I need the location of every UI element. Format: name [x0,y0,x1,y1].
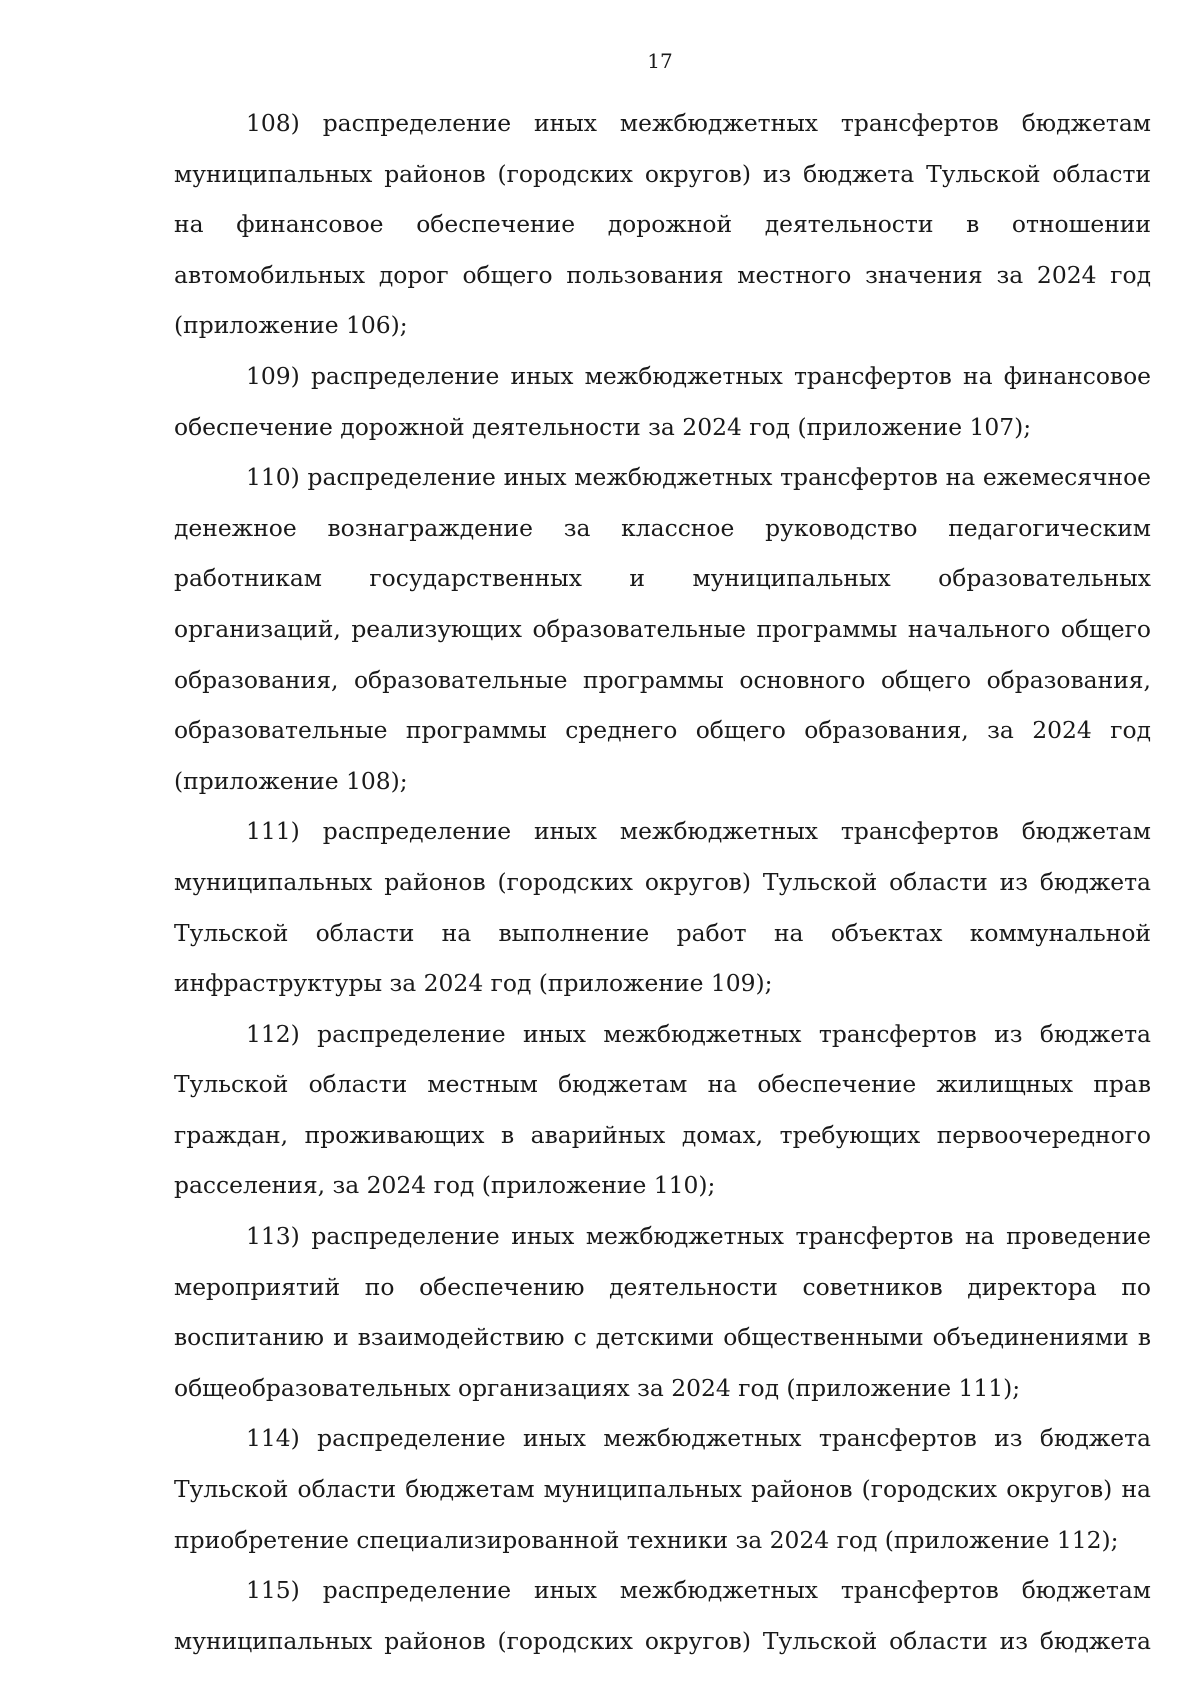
list-item-112: 112) распределение иных межбюджетных трансфертов из бюджета Тульской области местным бюджетам на обеспечение жилищных прав граждан, проживающих в аварийных домах, требующих первоочередного расселения, за 2024 год (приложение 110); [174,1019,1151,1200]
list-item-115: 115) распределение иных межбюджетных трансфертов бюджетам муниципальных районов (городских округов) Тульской области из бюджета [174,1576,1151,1655]
list-item-114: 114) распределение иных межбюджетных трансфертов из бюджета Тульской области бюджетам муниципальных районов (городских округов) на приобретение специализированной техники за 2024 год (приложение 112); [174,1424,1151,1554]
list-item-110: 110) распределение иных межбюджетных трансфертов на ежемесячное денежное вознаграждение за классное руководство педагогическим работникам государственных и муниципальных образовательных организаций, реализующих образовательные программы начального общего образования, образовательные программы основного общего образования, образовательные программы среднего общего образования, за 2024 год (приложение 108); [174,463,1151,795]
list-item-109: 109) распределение иных межбюджетных трансфертов на финансовое обеспечение дорожной деятельности за 2024 год (приложение 107); [174,361,1151,441]
list-item-111: 111) распределение иных межбюджетных трансфертов бюджетам муниципальных районов (городских округов) Тульской области из бюджета Тульской области на выполнение работ на объектах коммунальной инфраструктуры за 2024 год (приложение 109); [174,817,1151,998]
document-body [174,98,1151,1666]
page-number: 17 [647,49,673,73]
list-item-113: 113) распределение иных межбюджетных трансфертов на проведение мероприятий по обеспечению деятельности советников директора по воспитанию и взаимодействию с детскими общественными объединениями в общеобразовательных организациях за 2024 год (приложение 111); [174,1222,1151,1402]
list-item-108: 108) распределение иных межбюджетных трансфертов бюджетам муниципальных районов (городских округов) из бюджета Тульской области на финансовое обеспечение дорожной деятельности в отношении автомобильных дорог общего пользования местного значения за 2024 год (приложение 106); [174,109,1151,340]
